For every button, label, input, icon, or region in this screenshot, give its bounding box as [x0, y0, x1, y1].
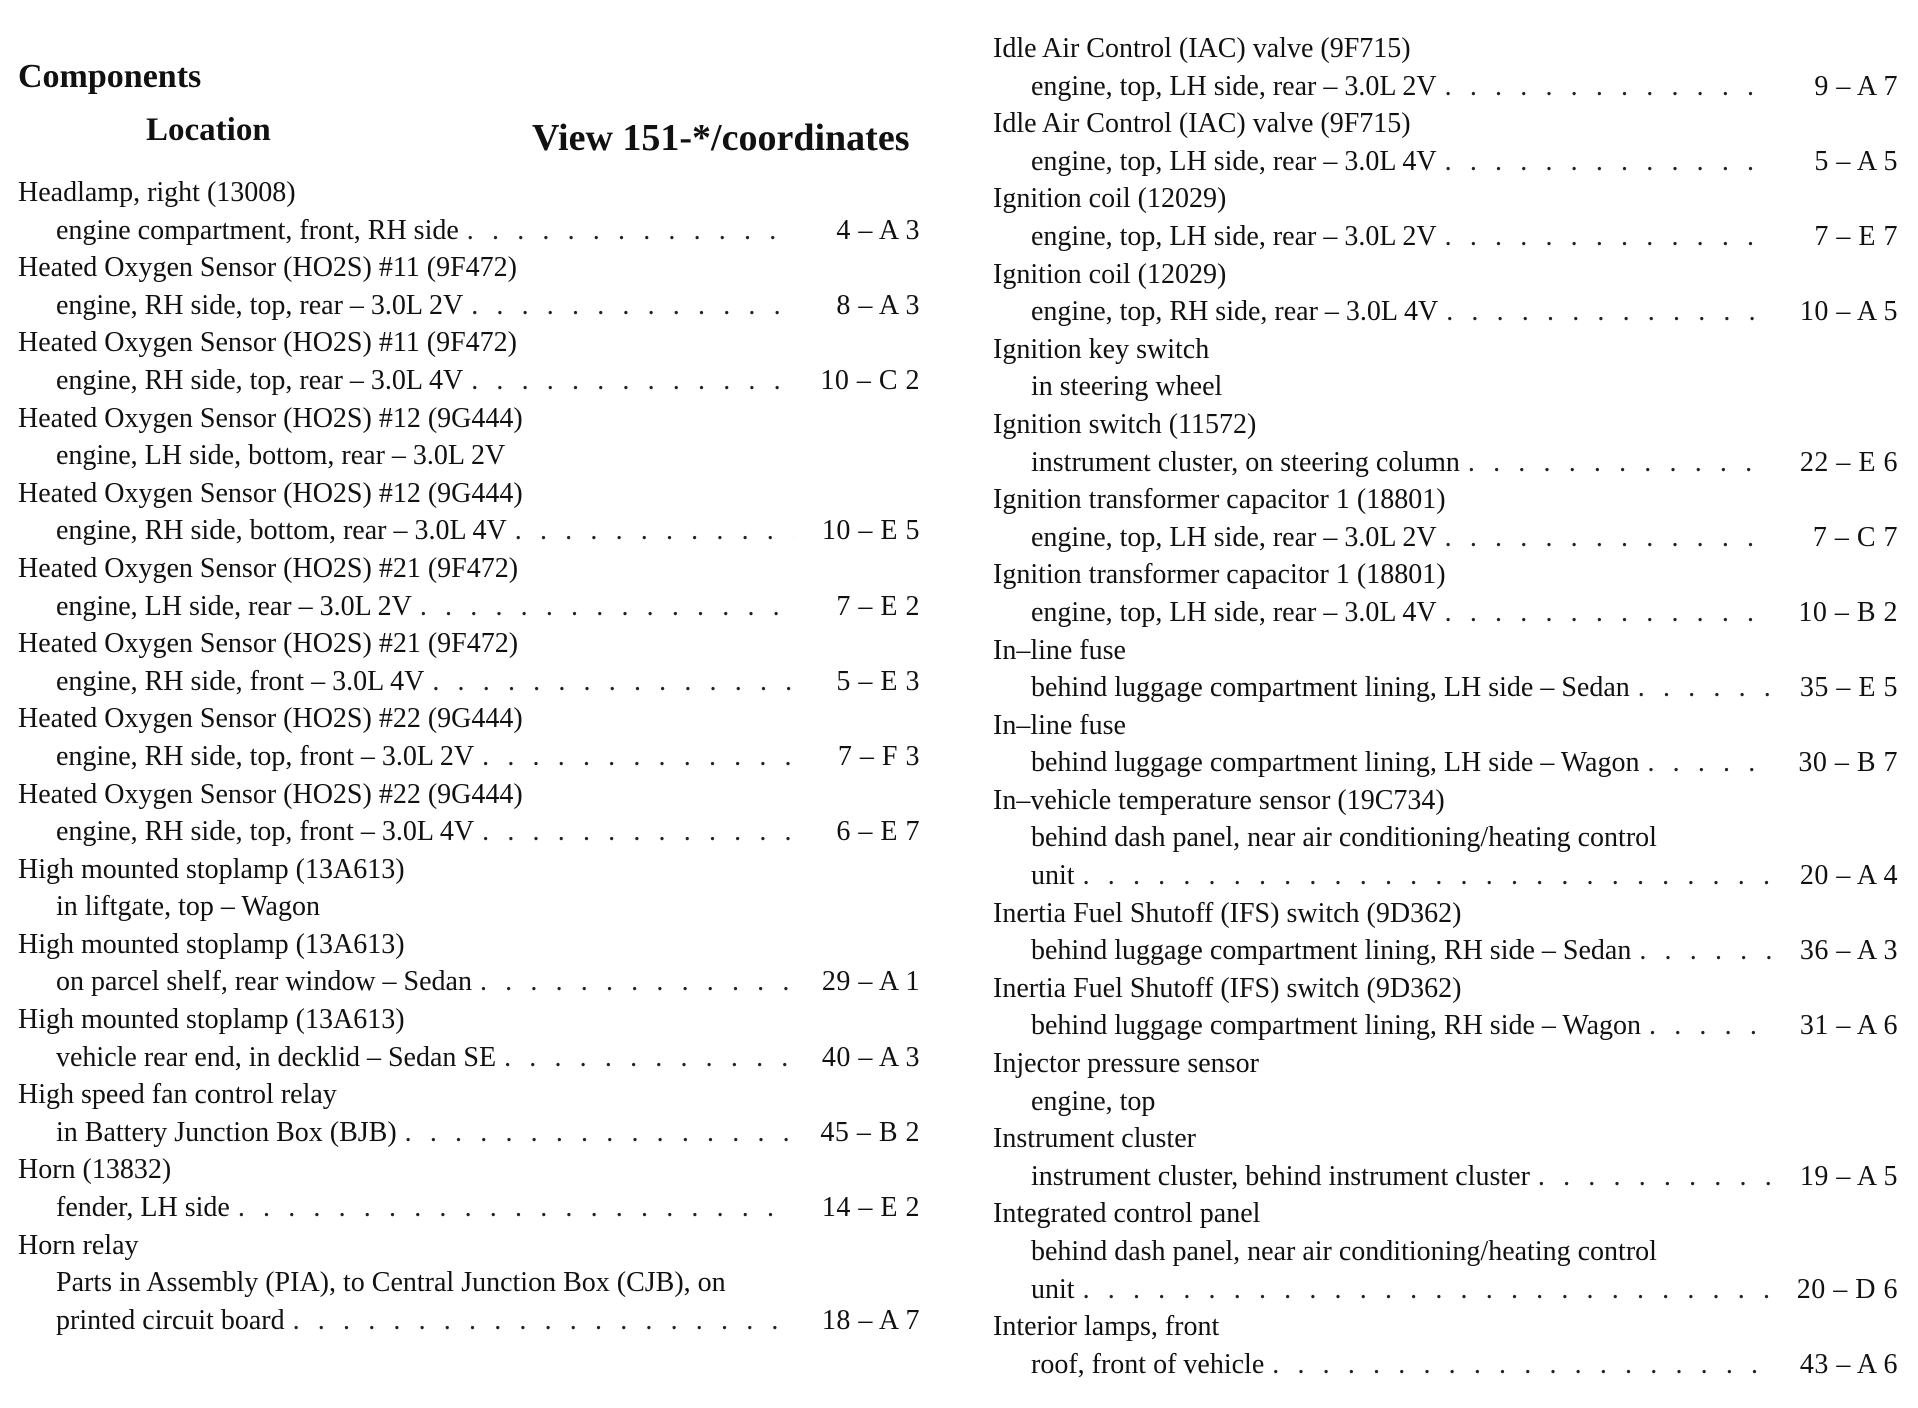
location-text: engine, top, LH side, rear – 3.0L 2V	[1031, 70, 1437, 102]
dot-leader	[1538, 1158, 1772, 1196]
component-entry	[993, 895, 1898, 970]
dot-leader	[1638, 669, 1772, 707]
component-entry	[993, 331, 1898, 406]
dot-leader	[515, 512, 794, 550]
location-detail-row	[18, 1114, 920, 1152]
component-name: Inertia Fuel Shutoff (IFS) switch (9D362)	[993, 897, 1462, 929]
coordinate-reference: 20 – A 4	[1799, 860, 1898, 892]
component-name: High speed fan control relay	[18, 1079, 337, 1111]
location-detail-row	[18, 512, 920, 550]
view-coordinates-column-header: View 151-*/coordinates	[532, 117, 910, 159]
component-entry	[18, 926, 920, 1001]
dot-leader	[1272, 1346, 1772, 1384]
component-entry	[18, 1001, 920, 1076]
dot-leader	[471, 362, 794, 400]
location-detail-row	[993, 669, 1898, 707]
component-entry	[993, 1195, 1898, 1308]
coordinate-reference: 30 – B 7	[1798, 747, 1898, 779]
location-detail-row	[18, 813, 920, 851]
component-entry	[18, 324, 920, 399]
dot-leader	[504, 1039, 794, 1077]
location-text: behind luggage compartment lining, RH side – Wagon	[1031, 1010, 1642, 1042]
location-text: engine, top, LH side, rear – 3.0L 2V	[1031, 521, 1437, 553]
coordinate-reference: 35 – E 5	[1799, 672, 1898, 704]
component-name: Idle Air Control (IAC) valve (9F715)	[993, 108, 1411, 140]
component-entry	[993, 406, 1898, 481]
location-detail-row	[18, 1039, 920, 1077]
dot-leader	[293, 1302, 794, 1340]
component-name: Ignition transformer capacitor 1 (18801)	[993, 559, 1446, 591]
location-detail-row	[18, 362, 920, 400]
dot-leader	[482, 813, 794, 851]
location-text: engine, RH side, top, front – 3.0L 4V	[56, 816, 475, 848]
dot-leader	[1639, 932, 1772, 970]
component-name: Integrated control panel	[993, 1198, 1261, 1230]
coordinate-reference: 5 – E 3	[836, 665, 920, 697]
location-text: unit	[1031, 860, 1075, 892]
dot-leader	[1446, 293, 1772, 331]
location-text: fender, LH side	[56, 1192, 230, 1224]
component-entry	[18, 475, 920, 550]
location-column-header: Location	[146, 112, 271, 148]
location-detail-row	[993, 857, 1898, 895]
location-text: behind luggage compartment lining, RH side – Sedan	[1031, 935, 1632, 967]
coordinate-reference: 10 – E 5	[821, 515, 920, 547]
component-entry	[993, 1120, 1898, 1195]
component-name: Ignition coil (12029)	[993, 183, 1227, 215]
location-text: engine, LH side, bottom, rear – 3.0L 2V	[56, 440, 506, 472]
location-detail-row	[993, 444, 1898, 482]
coordinate-reference: 7 – F 3	[837, 740, 920, 772]
component-entry	[993, 1045, 1898, 1120]
location-text: behind dash panel, near air conditioning/heating control	[1031, 822, 1657, 854]
coordinate-reference: 43 – A 6	[1799, 1348, 1898, 1380]
location-detail-row	[993, 932, 1898, 970]
location-text: roof, front of vehicle	[1031, 1348, 1265, 1380]
component-entry	[993, 707, 1898, 782]
location-detail-row	[993, 1346, 1898, 1384]
location-detail-row	[18, 212, 920, 250]
location-text: engine, top	[1031, 1085, 1156, 1117]
dot-leader	[432, 663, 794, 701]
location-detail-row	[993, 1083, 1898, 1121]
component-name: Heated Oxygen Sensor (HO2S) #22 (9G444)	[18, 778, 523, 810]
component-entry	[993, 632, 1898, 707]
component-entry	[993, 256, 1898, 331]
location-detail-row	[993, 293, 1898, 331]
component-name: Heated Oxygen Sensor (HO2S) #11 (9F472)	[18, 252, 517, 284]
location-detail-row	[18, 663, 920, 701]
component-name: Heated Oxygen Sensor (HO2S) #12 (9G444)	[18, 477, 523, 509]
location-detail-row	[18, 963, 920, 1001]
location-text: engine, top, RH side, rear – 3.0L 4V	[1031, 296, 1439, 328]
component-name: Inertia Fuel Shutoff (IFS) switch (9D362)	[993, 972, 1462, 1004]
component-name: Heated Oxygen Sensor (HO2S) #22 (9G444)	[18, 703, 523, 735]
location-text: in Battery Junction Box (BJB)	[56, 1116, 397, 1148]
right-entries-list	[993, 30, 1898, 1383]
coordinate-reference: 10 – B 2	[1798, 596, 1898, 628]
coordinate-reference: 31 – A 6	[1799, 1010, 1898, 1042]
location-detail-row	[18, 1302, 920, 1340]
coordinate-reference: 8 – A 3	[836, 289, 920, 321]
component-entry	[18, 851, 920, 926]
location-text: in steering wheel	[1031, 371, 1223, 403]
location-detail-row	[993, 1158, 1898, 1196]
location-detail-row	[993, 1233, 1898, 1271]
component-entry	[993, 180, 1898, 255]
location-text: instrument cluster, behind instrument cluster	[1031, 1160, 1530, 1192]
location-text: engine, RH side, front – 3.0L 4V	[56, 665, 425, 697]
dot-leader	[1468, 444, 1772, 482]
component-name: Ignition key switch	[993, 333, 1210, 365]
coordinate-reference: 10 – C 2	[820, 364, 920, 396]
component-entry	[993, 481, 1898, 556]
location-text: Parts in Assembly (PIA), to Central Junction Box (CJB), on	[56, 1267, 726, 1299]
dot-leader	[1647, 744, 1772, 782]
location-detail-row	[993, 368, 1898, 406]
component-name: Ignition transformer capacitor 1 (18801)	[993, 484, 1446, 516]
location-text: engine, RH side, top, front – 3.0L 2V	[56, 740, 475, 772]
location-detail-row	[18, 1264, 920, 1302]
component-entry	[993, 970, 1898, 1045]
component-entry	[993, 782, 1898, 895]
location-text: behind luggage compartment lining, LH side – Wagon	[1031, 747, 1640, 779]
location-detail-row	[993, 218, 1898, 256]
location-detail-row	[18, 437, 920, 475]
dot-leader	[471, 287, 794, 325]
location-text: engine, LH side, rear – 3.0L 2V	[56, 590, 412, 622]
dot-leader	[405, 1114, 794, 1152]
coordinate-reference: 5 – A 5	[1814, 145, 1898, 177]
location-detail-row	[18, 287, 920, 325]
location-text: engine, RH side, top, rear – 3.0L 2V	[56, 289, 464, 321]
component-entry	[993, 1308, 1898, 1383]
component-name: Interior lamps, front	[993, 1311, 1220, 1343]
component-name: Idle Air Control (IAC) valve (9F715)	[993, 33, 1411, 64]
component-entry	[18, 1076, 920, 1151]
component-entry	[18, 174, 920, 249]
component-entry	[18, 776, 920, 851]
component-entry	[993, 30, 1898, 105]
component-name: In–vehicle temperature sensor (19C734)	[993, 784, 1445, 816]
coordinate-reference: 29 – A 1	[821, 966, 920, 998]
component-entry	[18, 400, 920, 475]
dot-leader	[1445, 218, 1772, 256]
component-name: Ignition coil (12029)	[993, 258, 1227, 290]
location-detail-row	[993, 819, 1898, 857]
location-text: engine, RH side, bottom, rear – 3.0L 4V	[56, 515, 507, 547]
component-name: In–line fuse	[993, 634, 1126, 666]
location-detail-row	[993, 68, 1898, 106]
component-name: Instrument cluster	[993, 1123, 1196, 1155]
component-name: High mounted stoplamp (13A613)	[18, 1004, 405, 1036]
component-name: Ignition switch (11572)	[993, 408, 1257, 440]
coordinate-reference: 4 – A 3	[836, 214, 920, 246]
coordinate-reference: 7 – E 7	[1814, 220, 1898, 252]
location-text: on parcel shelf, rear window – Sedan	[56, 966, 472, 998]
dot-leader	[1083, 857, 1772, 895]
coordinate-reference: 14 – E 2	[821, 1192, 920, 1224]
location-detail-row	[993, 744, 1898, 782]
location-text: vehicle rear end, in decklid – Sedan SE	[56, 1041, 497, 1073]
dot-leader	[480, 963, 794, 1001]
coordinate-reference: 36 – A 3	[1799, 935, 1898, 967]
coordinate-reference: 10 – A 5	[1799, 296, 1898, 328]
dot-leader	[1083, 1271, 1772, 1309]
location-detail-row	[993, 594, 1898, 632]
component-entry	[18, 625, 920, 700]
location-text: engine, top, LH side, rear – 3.0L 4V	[1031, 596, 1437, 628]
location-text: engine, top, LH side, rear – 3.0L 2V	[1031, 220, 1437, 252]
component-entry	[18, 1151, 920, 1226]
location-text: in liftgate, top – Wagon	[56, 891, 320, 923]
dot-leader	[1445, 519, 1772, 557]
component-name: High mounted stoplamp (13A613)	[18, 853, 405, 885]
component-name: In–line fuse	[993, 709, 1126, 741]
location-text: engine, RH side, top, rear – 3.0L 4V	[56, 364, 464, 396]
dot-leader	[467, 212, 794, 250]
coordinate-reference: 45 – B 2	[820, 1116, 920, 1148]
component-name: Injector pressure sensor	[993, 1048, 1259, 1080]
location-text: engine, top, LH side, rear – 3.0L 4V	[1031, 145, 1437, 177]
location-detail-row	[18, 888, 920, 926]
coordinate-reference: 7 – E 2	[836, 590, 920, 622]
dot-leader	[420, 588, 794, 626]
dot-leader	[1445, 594, 1772, 632]
dot-leader	[482, 738, 794, 776]
component-name: Heated Oxygen Sensor (HO2S) #21 (9F472)	[18, 628, 519, 660]
component-name: Horn (13832)	[18, 1154, 172, 1186]
location-detail-row	[18, 1189, 920, 1227]
location-text: engine compartment, front, RH side	[56, 214, 459, 246]
component-name: Horn relay	[18, 1229, 139, 1261]
coordinate-reference: 9 – A 7	[1814, 70, 1898, 102]
component-name: Heated Oxygen Sensor (HO2S) #21 (9F472)	[18, 552, 519, 584]
location-detail-row	[993, 1271, 1898, 1309]
component-entry	[18, 1227, 920, 1340]
location-text: behind luggage compartment lining, LH side – Sedan	[1031, 672, 1630, 704]
coordinate-reference: 6 – E 7	[836, 816, 920, 848]
dot-leader	[1649, 1007, 1772, 1045]
location-text: printed circuit board	[56, 1304, 285, 1336]
component-entry	[18, 700, 920, 775]
left-entries-list	[18, 174, 920, 1339]
component-entry	[993, 105, 1898, 180]
component-name: Heated Oxygen Sensor (HO2S) #11 (9F472)	[18, 327, 517, 359]
dot-leader	[238, 1189, 794, 1227]
location-detail-row	[993, 519, 1898, 557]
location-detail-row	[18, 588, 920, 626]
coordinate-reference: 22 – E 6	[1799, 446, 1898, 478]
coordinate-reference: 20 – D 6	[1796, 1273, 1898, 1305]
location-text: behind dash panel, near air conditioning/heating control	[1031, 1236, 1657, 1267]
location-detail-row	[993, 1007, 1898, 1045]
component-name: High mounted stoplamp (13A613)	[18, 928, 405, 960]
location-detail-row	[993, 143, 1898, 181]
dot-leader	[1445, 68, 1772, 106]
coordinate-reference: 40 – A 3	[821, 1041, 920, 1073]
coordinate-reference: 18 – A 7	[821, 1304, 920, 1336]
dot-leader	[1445, 143, 1772, 181]
component-entry	[993, 556, 1898, 631]
location-text: unit	[1031, 1273, 1075, 1305]
component-entry	[18, 550, 920, 625]
component-entry	[18, 249, 920, 324]
section-title: Components	[18, 58, 202, 95]
coordinate-reference: 7 – C 7	[1812, 521, 1898, 553]
location-detail-row	[18, 738, 920, 776]
component-name: Headlamp, right (13008)	[18, 177, 296, 208]
coordinate-reference: 19 – A 5	[1799, 1160, 1898, 1192]
location-text: instrument cluster, on steering column	[1031, 446, 1460, 478]
component-name: Heated Oxygen Sensor (HO2S) #12 (9G444)	[18, 402, 523, 434]
